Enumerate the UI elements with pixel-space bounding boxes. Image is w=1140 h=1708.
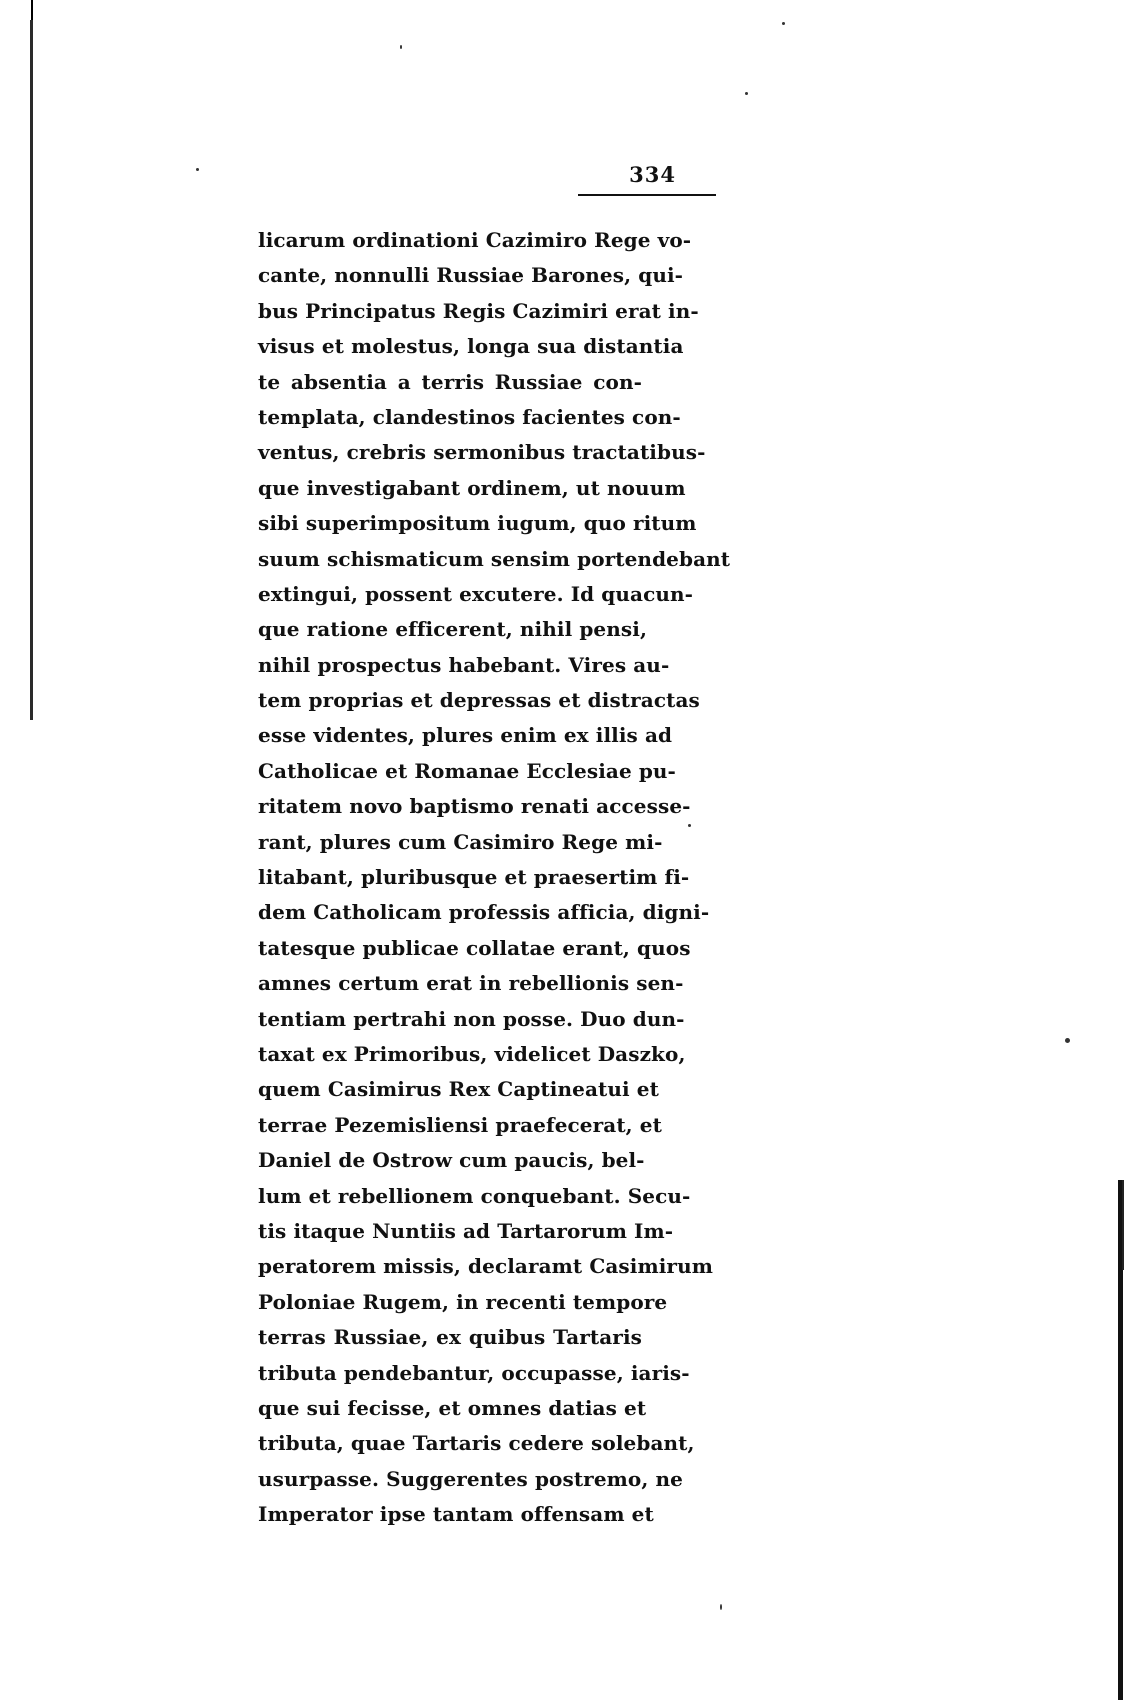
text-line: tentiam pertrahi non posse. Duo dun-: [258, 1006, 685, 1031]
scan-speck: [400, 45, 402, 49]
text-line: rant, plures cum Casimiro Rege mi-: [258, 829, 663, 854]
text-line: que sui fecisse, et omnes datias et: [258, 1395, 647, 1420]
text-line: terrae Pezemisliensi praefecerat, et: [258, 1112, 662, 1137]
text-line: nihil prospectus habebant. Vires au-: [258, 652, 670, 677]
scan-speck: [196, 168, 199, 171]
text-line: Daniel de Ostrow cum paucis, bel-: [258, 1148, 645, 1173]
scan-speck: [688, 824, 691, 827]
scan-speck: [720, 1604, 722, 1610]
text-line: que ratione efficerent, nihil pensi,: [258, 617, 648, 642]
text-line: bus Principatus Regis Cazimiri erat in-: [258, 298, 699, 323]
scan-speck: [782, 22, 785, 25]
text-line: ventus, crebris sermonibus tractatibus-: [258, 440, 706, 465]
text-line: templata, clandestinos facientes con-: [258, 404, 681, 429]
text-line: visus et molestus, longa sua distantia: [258, 334, 684, 359]
text-line: tributa pendebantur, occupasse, iaris-: [258, 1360, 690, 1385]
text-line: te absentia a terris Russiae con-: [258, 369, 642, 394]
text-line: tatesque publicae collatae erant, quos: [258, 935, 691, 960]
body-text-column: [258, 223, 731, 1532]
text-line: suum schismaticum sensim portendebant: [258, 546, 731, 571]
scan-speck: [1065, 1038, 1070, 1043]
header-rule: [578, 194, 716, 196]
scan-edge-right-thin: [1122, 1180, 1124, 1270]
text-line: peratorem missis, declaramt Casimirum: [258, 1254, 713, 1279]
scan-edge-left: [30, 20, 33, 720]
text-line: que investigabant ordinem, ut nouum: [258, 475, 686, 500]
text-line: usurpasse. Suggerentes postremo, ne: [258, 1466, 683, 1491]
text-line: terras Russiae, ex quibus Tartaris: [258, 1325, 642, 1350]
page-number: 334: [629, 162, 676, 187]
text-line: litabant, pluribusque et praesertim fi-: [258, 865, 690, 890]
text-line: dem Catholicam professis afficia, digni-: [258, 900, 710, 925]
text-line: Poloniae Rugem, in recenti tempore: [258, 1289, 668, 1314]
text-line: taxat ex Primoribus, videlicet Daszko,: [258, 1041, 686, 1066]
text-line: tributa, quae Tartaris cedere solebant,: [258, 1431, 695, 1456]
text-line: extingui, possent excutere. Id quacun-: [258, 581, 694, 606]
text-line: lum et rebellionem conquebant. Secu-: [258, 1183, 691, 1208]
text-line: cante, nonnulli Russiae Barones, qui-: [258, 263, 684, 288]
text-line: licarum ordinationi Cazimiro Rege vo-: [258, 228, 692, 252]
text-line: quem Casimirus Rex Captineatui et: [258, 1077, 659, 1102]
text-line: tem proprias et depressas et distractas: [258, 688, 700, 713]
text-line: esse videntes, plures enim ex illis ad: [258, 723, 673, 748]
text-line: ritatem novo baptismo renati accesse-: [258, 794, 691, 819]
scan-speck: [745, 92, 748, 95]
text-line: amnes certum erat in rebellionis sen-: [258, 971, 684, 996]
text-line: tis itaque Nuntiis ad Tartarorum Im-: [258, 1218, 674, 1243]
text-line: sibi superimpositum iugum, quo ritum: [258, 511, 697, 536]
text-line: Imperator ipse tantam offensam et: [258, 1502, 654, 1527]
text-line: Catholicae et Romanae Ecclesiae pu-: [258, 758, 676, 783]
